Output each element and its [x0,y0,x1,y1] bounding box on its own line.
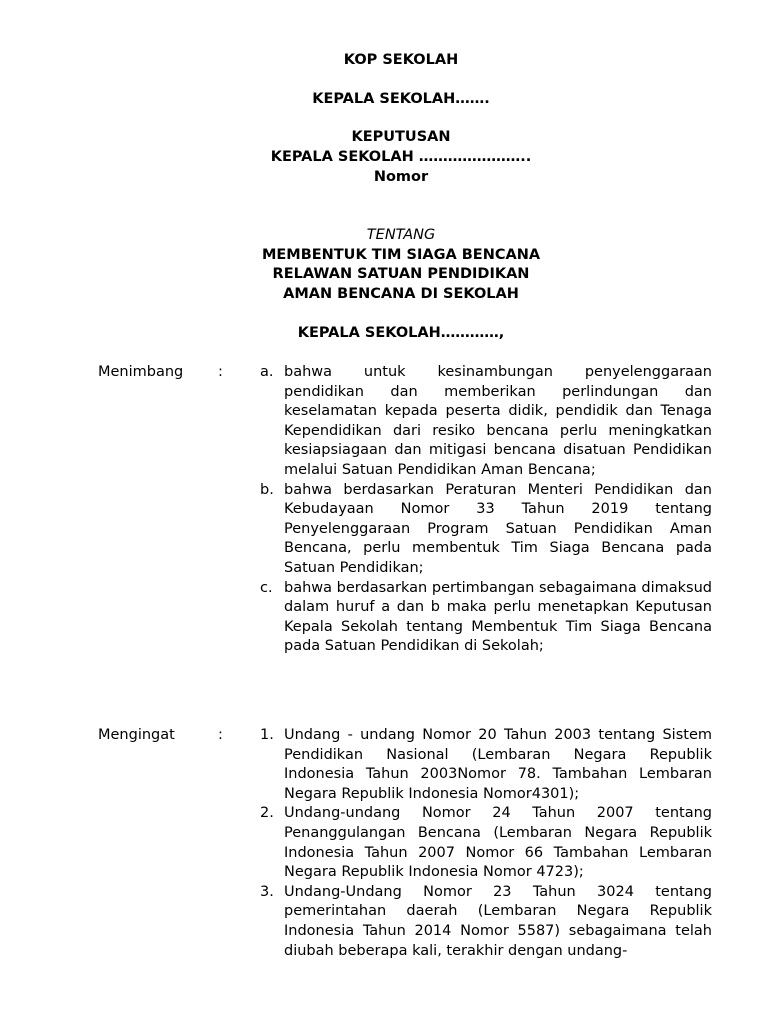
list-marker: b. [260,481,274,498]
list-item [260,726,712,804]
menimbang-list [260,363,712,657]
list-item [260,481,712,579]
list-item [260,363,712,481]
keputusan-title: KEPUTUSAN [351,129,451,145]
list-marker: 3. [260,883,274,900]
list-marker: c. [260,579,273,596]
list-item-text: bahwa berdasarkan pertimbangan sebagaimana dimaksud dalam huruf a dan b maka perlu menetapkan Keputusan Kepala Sekolah tentang Membentuk Tim Siaga Bencana pada Satuan Pendidikan di Sekolah; [284,579,712,655]
list-marker: a. [260,364,274,380]
list-item [260,804,712,882]
list-marker: 1. [260,727,274,743]
nomor-line: Nomor [373,169,429,185]
subject-line-1: MEMBENTUK TIM SIAGA BENCANA [261,247,541,263]
list-item-text: Undang - undang Nomor 20 Tahun 2003 tentang Sistem Pendidikan Nasional (Lembaran Negara Republik Indonesia Tahun 2003Nomor 78. Tambahan Lembaran Negara Republik Indonesia Nomor4301); [284,727,712,802]
mengingat-colon: : [218,727,223,743]
list-item-text: bahwa berdasarkan Peraturan Menteri Pendidikan dan Kebudayaan Nomor 33 Tahun 2019 tentang Penyelenggaraan Program Satuan Pendidikan Aman Bencana, perlu membentuk Tim Siaga Bencana pada Satuan Pendidikan; [284,481,712,576]
kepala-sekolah-heading: KEPALA SEKOLAH……. [312,91,490,107]
list-item-text: Undang-undang Nomor 24 Tahun 2007 tentang Penanggulangan Bencana (Lembaran Negara Republik Indonesia Tahun 2007 Nomor 66 Tambahan Lembaran Negara Republik Indonesia Nomor 4723); [284,805,712,881]
list-marker: 2. [260,805,274,822]
mengingat-list [260,726,712,961]
list-item [260,579,712,657]
kepala-sekolah-line: KEPALA SEKOLAH ………………….. [270,149,532,165]
list-item-text: Undang-Undang Nomor 23 Tahun 3024 tentang pemerintahan daerah (Lembaran Negara Republik Indonesia Tahun 2014 Nomor 5587) sebagaimana telah diubah beberapa kali, terakhir dengan undang- [284,883,712,959]
menimbang-colon: : [218,364,223,380]
list-item-text: bahwa untuk kesinambungan penyelenggaraan pendidikan dan memberikan perlindungan dan keselamatan kepada peserta didik, pendidik dan Tenaga Kependidikan dari resiko bencana perlu meningkatkan kesiapsiagaan dan mitigasi bencana disatuan Pendidikan melalui Satuan Pendidikan Aman Bencana; [284,364,712,478]
subject-line-2: RELAWAN SATUAN PENDIDIKAN [272,266,530,282]
tentang-label: TENTANG [366,227,436,243]
subject-line-3: AMAN BENCANA DI SEKOLAH [283,286,519,302]
kepala-sekolah-signatory: KEPALA SEKOLAH…………, [297,325,505,341]
kop-sekolah-heading: KOP SEKOLAH [343,52,459,68]
list-item [260,883,712,961]
menimbang-label: Menimbang [98,364,184,380]
mengingat-label: Mengingat [98,727,175,743]
